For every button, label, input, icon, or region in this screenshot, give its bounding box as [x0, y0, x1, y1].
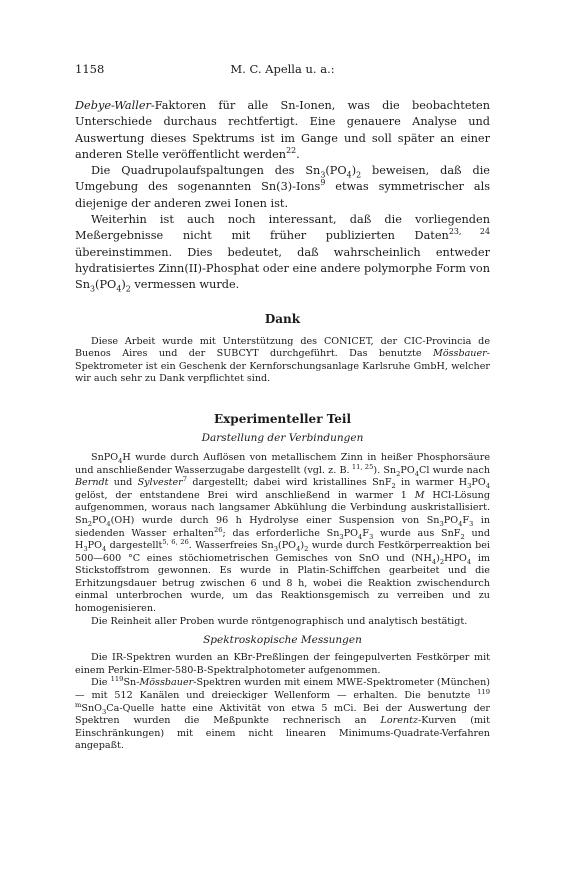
ir-text: Die IR-Spektren wurden an KBr-Preßlingen der feingepulverten Festkörper mit einem Perkin-Elmer-580-B-Spektralphotometer aufgenommen. [75, 652, 490, 676]
acknowledgement-heading: Dank [264, 311, 301, 326]
paragraph-comparison: Weiterhin ist auch noch interessant, daß die vorliegenden Meßergebnisse nicht mit früher publizierten Daten$^{23, 24}$ übereinstimmen. Dies bedeutet, daß wahrscheinlich entweder hydratisiertes Zinn(II)-Phosphat oder eine andere polymorphe Form von $Sn_3(PO_4)_2$ vermessen wurde. [75, 213, 490, 294]
paragraph-quadrupole: Die Quadrupolaufspaltungen des $Sn_3(PO_4)_2$ beweisen, daß die Umgebung des sogenannten Sn(3)-Ions$^9$ etwas symmetrischer als diejenige der anderen zwei Ionen ist. [75, 164, 490, 210]
page-number: 1158 [75, 62, 105, 76]
running-head: M. C. Apella u. a.: [230, 62, 335, 76]
page-header [75, 62, 490, 80]
preparation-subheading: Darstellung der Verbindungen [201, 431, 364, 444]
acknowledgement-text: Diese Arbeit wurde mit Unterstützung des CONICET, der CIC-Provincia de Buenos Aires und der SUBCYT durchgeführt. Das benutzte Mössbauer-Spektrometer ist ein Geschenk der Kernforschungsanlage Karlsruhe GmbH, welcher wir auch sehr zu Dank verpflichtet sind. [75, 335, 490, 385]
acknowledgement-section [75, 336, 490, 386]
preparation-section [75, 452, 490, 628]
spectroscopy-subheading: Spektroskopische Messungen [203, 634, 362, 647]
discussion-section [75, 98, 490, 294]
journal-page [75, 62, 490, 753]
experimental-heading: Experimenteller Teil [214, 411, 351, 426]
mossbauer-text: Die $^{119}$Sn-Mössbauer-Spektren wurden mit einem MWE-Spektrometer (München) — mit 512 Kanälen und dreieckiger Wellenform — erhalten. Die benutzte $^{119 m}$SnO$_3$Ca-Quelle hatte eine Aktivität von etwa 5 mCi. Bei der Auswertung der Spektren wurden die Meßpunkte rechnerisch an Lorentz-Kurven (mit Einschränkungen) mit einem nicht linearen Minimums-Quadrate-Verfahren angepaßt. [75, 675, 490, 752]
purity-text: Die Reinheit aller Proben wurde röntgenographisch und analytisch bestätigt. [91, 615, 468, 627]
paragraph-debye-waller: Debye-Waller-Faktoren für alle Sn-Ionen, was die beobachteten Unterschiede durchaus rechtfertigt. Eine genauere Analyse und Auswertung dieses Spektrums ist im Gange und soll später an einer anderen Stelle veröffentlicht werden$^{22}$. [75, 99, 490, 161]
spectroscopy-section [75, 652, 490, 753]
preparation-text: SnPO$_4$H wurde durch Auflösen von metallischem Zinn in heißer Phosphorsäure und anschließender Wasserzugabe dargestellt (vgl. z. B. $^{11, 25}$). $Sn_2PO_4Cl$ wurde nach Berndt und Sylvester$^7$ dargestellt; dabei wird kristallines SnF$_2$ in warmer $H_3PO_4$ gelöst, der entstandene Brei wird anschließend in warmer 1 M HCl-Lösung aufgenommen, woraus nach langsamer Abkühlung die Verbindung auskristallisiert. $Sn_2PO_4(OH)$ wurde durch 96 h Hydrolyse einer Suspension von $Sn_3PO_4F_3$ in siedenden Wasser erhalten$^{26}$; das erforderliche $Sn_3PO_4F_3$ wurde aus SnF$_2$ und $H_3PO_4$ dargestellt$^{5, 6, 26}$. Wasserfreies $Sn_3(PO_4)_2$ wurde durch Festkörperreaktion bei 500—600 °C eines stöchiometrischen Gemisches von SnO und $(NH_4)_2HPO_4$ im Stickstoffstrom gewonnen. Es wurde in Platin-Schiffchen gearbeitet und die Erhitzungsdauer betrug zwischen 6 und 8 h, wobei die Reaktion zwischendurch einmal unterbrochen wurde, um das Reaktionsgemisch zu verreiben und zu homogenisieren. [75, 451, 491, 615]
